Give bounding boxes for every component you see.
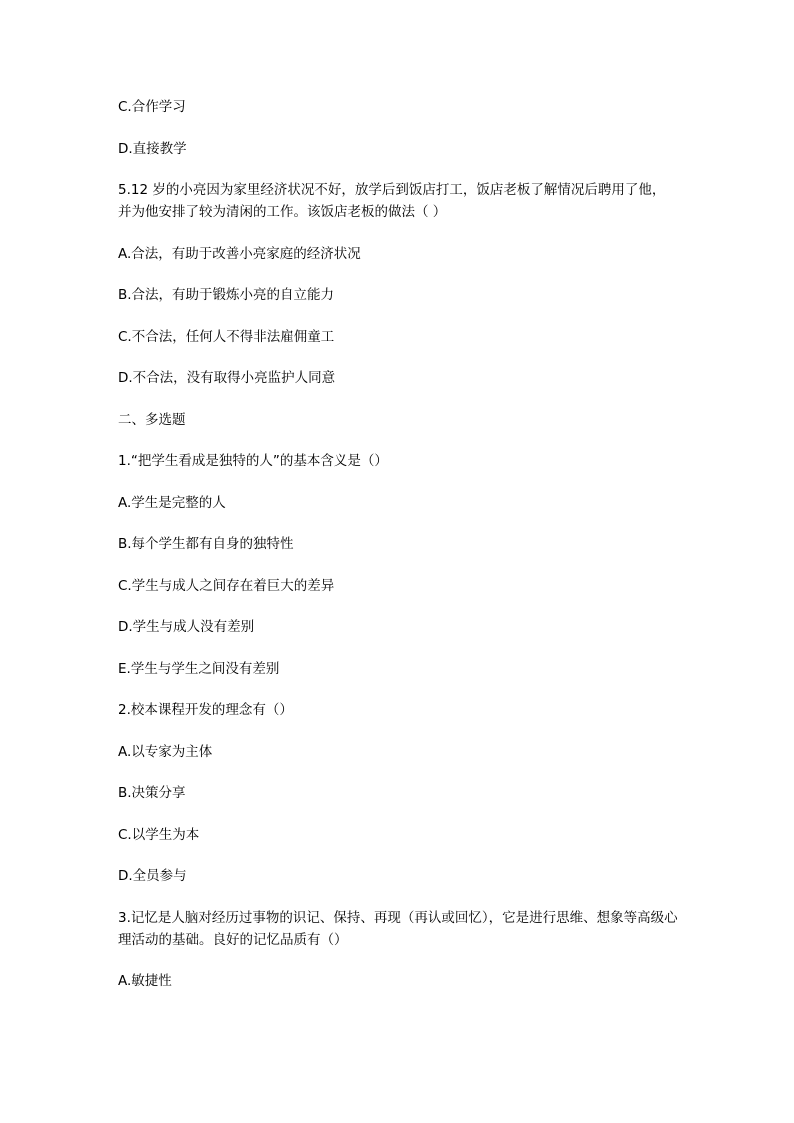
option-b: B.每个学生都有自身的独特性 [118,536,294,552]
option-d: D.学生与成人没有差别 [118,619,255,635]
option-d: D.全员参与 [118,868,187,884]
option-c: C.不合法，任何人不得非法雇佣童工 [118,328,335,345]
option-d: D.不合法，没有取得小亮监护人同意 [118,370,336,386]
question-3: 3.记忆是人脑对经历过事物的识记、保持、再现（再认或回忆），它是进行思维、想象等高级心理活动的基础。良好的记忆品质有（） [118,909,678,948]
option-a: A.合法，有助于改善小亮家庭的经济状况 [118,245,361,262]
option-e: E.学生与学生之间没有差别 [118,660,280,677]
option-a: A.敏捷性 [118,973,172,989]
question-2: 2.校本课程开发的理念有（） [118,702,293,718]
option-b: B.合法，有助于锻炼小亮的自立能力 [118,287,335,303]
option-c-cooperative-learning: C.合作学习 [118,99,186,115]
document-content [118,96,678,1012]
option-b: B.决策分享 [118,785,186,801]
option-c: C.以学生为本 [118,826,200,843]
option-a: A.以专家为主体 [118,743,213,760]
option-a: A.学生是完整的人 [118,494,226,511]
question-5: 5.12 岁的小亮因为家里经济状况不好，放学后到饭店打工，饭店老板了解情况后聘用了他，并为他安排了较为清闲的工作。该饭店老板的做法（ ） [118,182,666,220]
section-heading-multiple-choice: 二、多选题 [118,411,186,428]
option-d-direct-teaching: D.直接教学 [118,140,187,157]
option-c: C.学生与成人之间存在着巨大的差异 [118,577,335,594]
question-1: 1.“把学生看成是独特的人”的基本含义是（） [118,453,388,469]
